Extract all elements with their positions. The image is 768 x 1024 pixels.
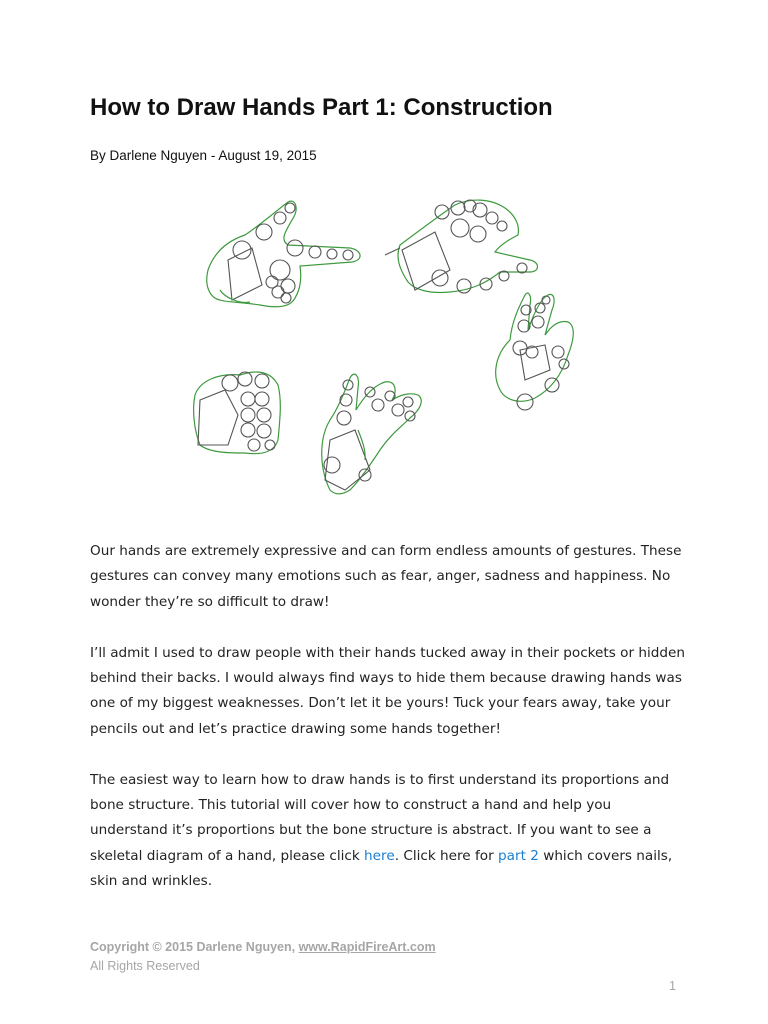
rights-reserved: All Rights Reserved: [90, 959, 200, 973]
part-2-link[interactable]: part 2: [498, 847, 539, 864]
paragraph-confession: I’ll admit I used to draw people with their hands tucked away in their pockets or hidden behind their backs. I would always find ways to hide them because drawing hands was one of my biggest weaknesses. Don’t let it be yours! Tuck your fears away, take your pencils out and let’s practice drawing some hands together!: [90, 644, 686, 737]
pointing-hand-sketch: [207, 201, 360, 307]
article-body: [90, 539, 690, 920]
skeletal-diagram-link[interactable]: here: [364, 847, 395, 864]
hand-sketches-illustration: [180, 190, 590, 510]
site-link[interactable]: www.RapidFireArt.com: [298, 940, 436, 954]
copyright-text: Copyright © 2015 Darlene Nguyen,: [90, 940, 299, 954]
paragraph-proportions-text-3: which covers nails, skin and wrinkles.: [90, 847, 673, 890]
paragraph-proportions-text-2: . Click here for: [394, 847, 499, 864]
paragraph-proportions-text-1: The easiest way to learn how to draw hands is to first understand its proportions and bone structure. This tutorial will cover how to construct a hand and help you understand it’s proportions but the bone structure is abstract. If you want to see a skeletal diagram of a hand, please click: [90, 771, 670, 864]
footer: [90, 938, 436, 976]
reaching-hand-sketch: [385, 200, 538, 293]
page-number: 1: [669, 979, 676, 993]
open-palm-hand-sketch: [322, 374, 422, 494]
paragraph-proportions: [90, 768, 690, 895]
paragraph-intro: Our hands are extremely expressive and can form endless amounts of gestures. These gestures can convey many emotions such as fear, anger, sadness and happiness. No wonder they’re so difficult to draw!: [90, 543, 682, 610]
ok-gesture-hand-sketch: [496, 293, 574, 410]
copyright-line: [90, 938, 436, 957]
page-title: How to Draw Hands Part 1: Construction: [90, 94, 553, 121]
byline: By Darlene Nguyen - August 19, 2015: [90, 148, 317, 163]
fist-hand-sketch: [194, 372, 281, 454]
